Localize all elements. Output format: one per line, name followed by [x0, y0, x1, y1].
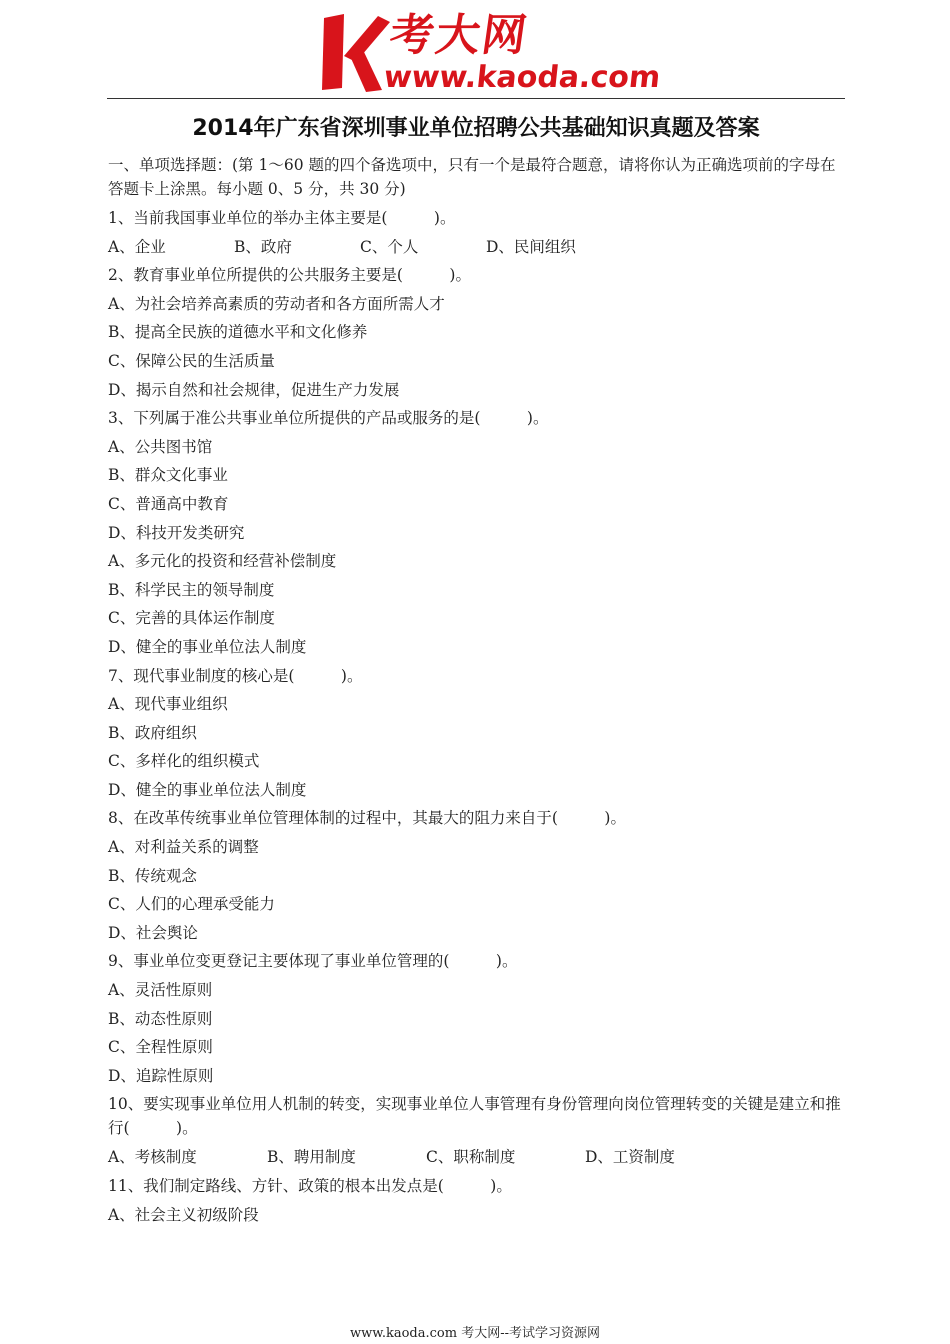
question-3: 3、下列属于准公共事业单位所提供的产品或服务的是( )。 [108, 409, 549, 428]
question-11: 11、我们制定路线、方针、政策的根本出发点是( )。 [108, 1177, 512, 1195]
question-1: 1、当前我国事业单位的举办主体主要是( )。 [108, 209, 456, 227]
option-b: B、科学民主的领导制度 [108, 580, 275, 599]
option-d: D、揭示自然和社会规律，促进生产力发展 [108, 380, 400, 399]
option-d: D、社会舆论 [108, 923, 198, 942]
option-a: A、多元化的投资和经营补偿制度 [108, 552, 337, 571]
option-a: A、公共图书馆 [108, 437, 213, 456]
option-b: B、传统观念 [108, 866, 197, 885]
option-d: D、科技开发类研究 [108, 523, 245, 542]
option-d: D、民间组织 [486, 237, 576, 256]
option-a: A、现代事业组织 [108, 695, 228, 714]
option-a: A、考核制度 [108, 1148, 197, 1167]
option-c: C、职称制度 [426, 1148, 516, 1167]
option-b: B、群众文化事业 [108, 466, 228, 485]
question-9: 9、事业单位变更登记主要体现了事业单位管理的( )。 [108, 952, 518, 971]
option-d: D、工资制度 [585, 1148, 675, 1167]
logo-chinese-name: 考大网 [386, 10, 532, 61]
question-10: 10、要实现事业单位用人机制的转变，实现事业单位人事管理有身份管理向岗位管理转变的关键是建立和推行( )。 [108, 1095, 841, 1138]
section-intro: 一、单项选择题：(第 1～60 题的四个备选项中，只有一个是最符合题意，请将你认为正确选项前的字母在答题卡上涂黑。每小题 0、5 分，共 30 分) [108, 156, 836, 198]
option-a: A、灵活性原则 [108, 981, 213, 1000]
option-d: D、追踪性原则 [108, 1066, 214, 1085]
k-letter-logo-icon [320, 12, 390, 92]
question-8: 8、在改革传统事业单位管理体制的过程中，其最大的阻力来自于( )。 [108, 809, 626, 828]
kaoda-logo [318, 8, 663, 95]
option-d: D、健全的事业单位法人制度 [108, 637, 307, 656]
exam-content [108, 151, 848, 1229]
option-a: A、企业 [108, 237, 166, 256]
option-a: A、对利益关系的调整 [108, 838, 259, 857]
option-c: C、普通高中教育 [108, 494, 229, 513]
option-c: C、个人 [360, 237, 419, 256]
option-c: C、完善的具体运作制度 [108, 609, 275, 628]
question-1-options [108, 233, 848, 262]
logo-url: www.kaoda.com [382, 60, 663, 95]
option-c: C、全程性原则 [108, 1038, 213, 1057]
option-c: C、人们的心理承受能力 [108, 895, 275, 914]
option-c: C、保障公民的生活质量 [108, 351, 275, 370]
option-b: B、聘用制度 [267, 1148, 356, 1167]
question-7: 7、现代事业制度的核心是( )。 [108, 666, 363, 685]
question-10-options [108, 1143, 848, 1172]
option-a: A、为社会培养高素质的劳动者和各方面所需人才 [108, 294, 445, 313]
question-2: 2、教育事业单位所提供的公共服务主要是( )。 [108, 266, 471, 285]
option-b: B、动态性原则 [108, 1009, 213, 1028]
option-c: C、多样化的组织模式 [108, 752, 260, 771]
option-b: B、政府 [234, 237, 292, 256]
header-divider [107, 98, 845, 99]
option-a: A、社会主义初级阶段 [108, 1205, 259, 1224]
page-footer: www.kaoda.com 考大网--考试学习资源网 [350, 1326, 600, 1341]
option-b: B、提高全民族的道德水平和文化修养 [108, 323, 368, 342]
document-title: 2014年广东省深圳事业单位招聘公共基础知识真题及答案 [192, 116, 760, 141]
option-d: D、健全的事业单位法人制度 [108, 780, 307, 799]
option-b: B、政府组织 [108, 723, 197, 742]
